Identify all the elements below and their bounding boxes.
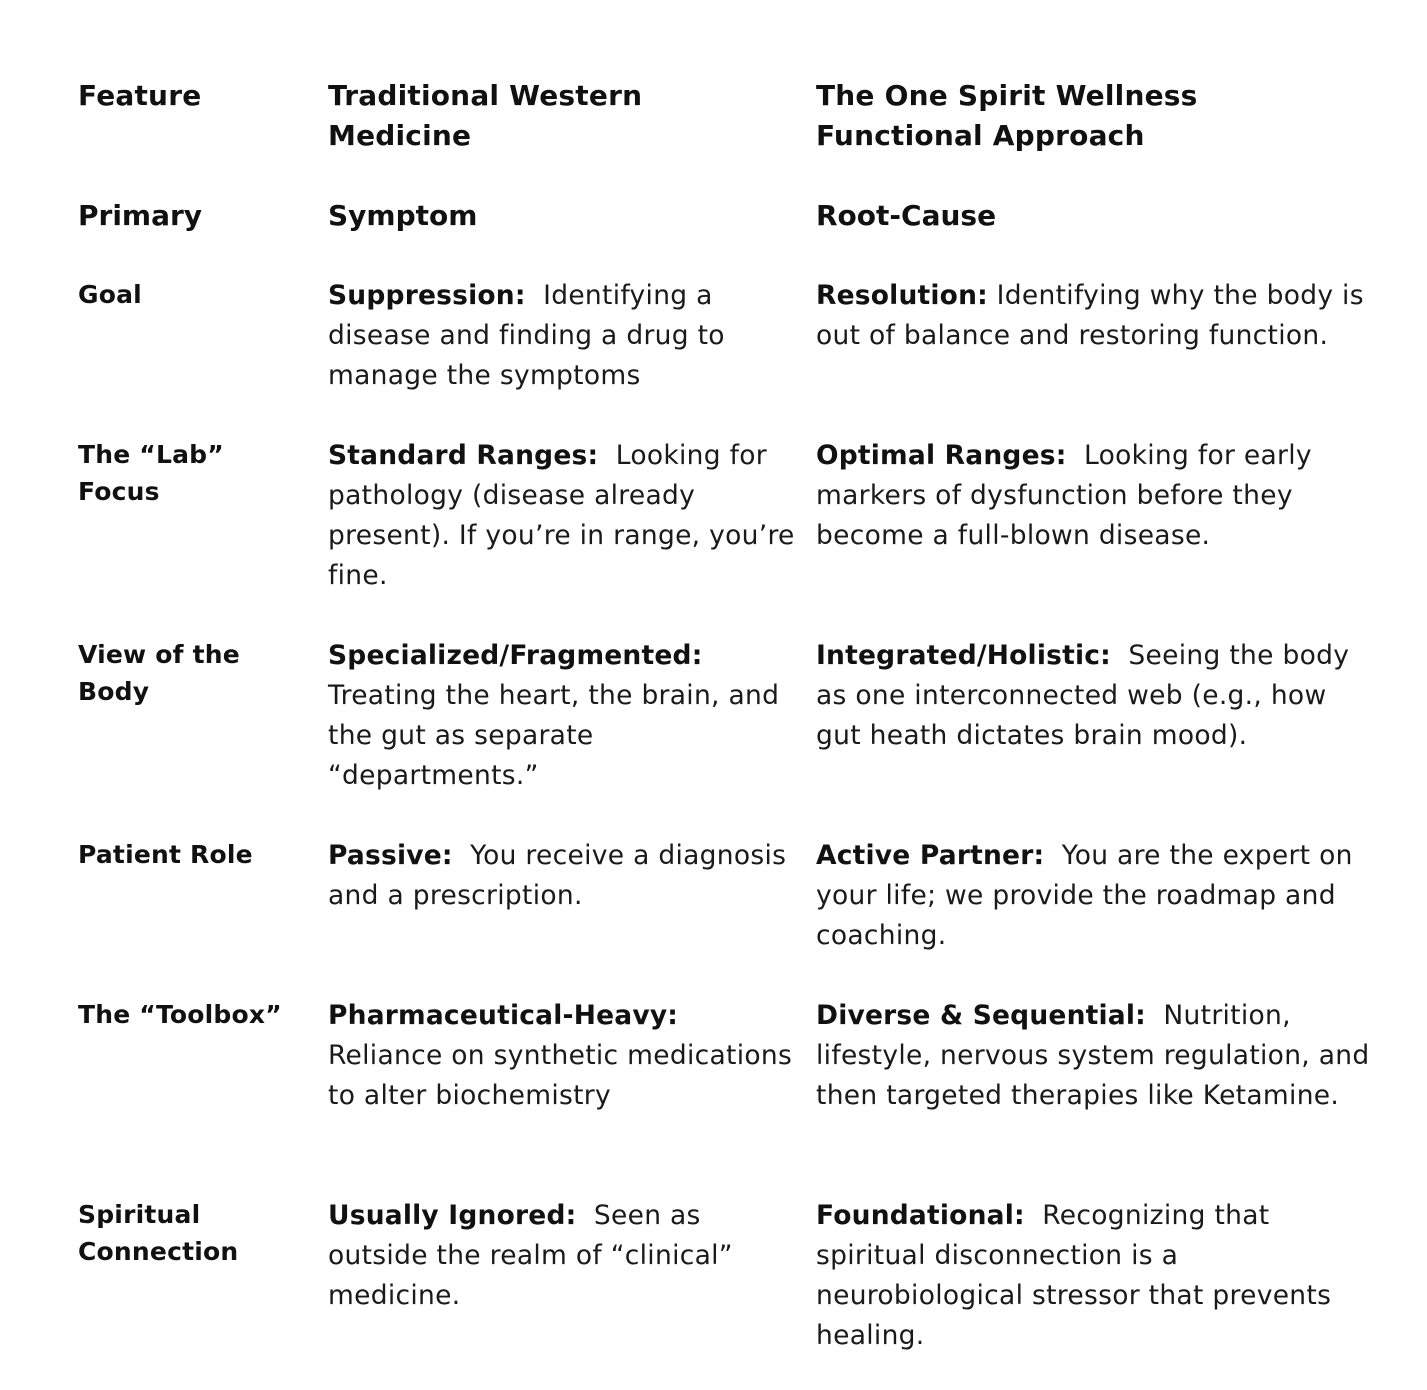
primary-traditional bbox=[328, 196, 798, 236]
row-functional-text: Seeing the body as one interconnected web (e.g., how gut heath dictates brain mood). bbox=[816, 640, 1350, 751]
row-traditional-cell bbox=[328, 996, 798, 1116]
primary-traditional-value: Symptom bbox=[328, 199, 478, 232]
row-traditional-cell bbox=[328, 636, 798, 796]
header-traditional bbox=[328, 76, 658, 156]
row-feature-label: The “Toolbox” bbox=[78, 1000, 282, 1029]
header-functional bbox=[816, 76, 1236, 156]
row-traditional-text: Looking for pathology (disease already present). If you’re in range, you’re fine. bbox=[328, 440, 795, 591]
row-traditional-cell bbox=[328, 836, 798, 916]
row-functional-text: Identifying why the body is out of balance and restoring function. bbox=[816, 280, 1364, 351]
row-functional-cell bbox=[816, 996, 1376, 1116]
row-traditional-cell bbox=[328, 276, 798, 396]
row-functional-text: Looking for early markers of dysfunction before they become a full-blown disease. bbox=[816, 440, 1312, 551]
row-traditional-text: Identifying a disease and finding a drug to manage the symptoms bbox=[328, 280, 725, 391]
row-feature bbox=[78, 836, 303, 873]
row-traditional-text: Reliance on synthetic medications to alter biochemistry bbox=[328, 1040, 793, 1111]
primary-feature-label: Primary bbox=[78, 199, 203, 232]
row-traditional-term: Standard Ranges: bbox=[328, 440, 599, 471]
row-functional-term: Active Partner: bbox=[816, 840, 1045, 871]
row-feature bbox=[78, 636, 258, 710]
row-traditional-text: You receive a diagnosis and a prescription. bbox=[328, 840, 787, 911]
row-functional-cell bbox=[816, 1196, 1376, 1356]
row-traditional-term: Specialized/Fragmented: bbox=[328, 640, 703, 671]
header-feature bbox=[78, 76, 278, 116]
row-traditional-term: Suppression: bbox=[328, 280, 526, 311]
primary-functional bbox=[816, 196, 1376, 236]
row-feature bbox=[78, 996, 303, 1033]
primary-functional-value: Root-Cause bbox=[816, 199, 997, 232]
row-traditional-cell bbox=[328, 436, 798, 596]
header-feature-label: Feature bbox=[78, 79, 202, 112]
row-functional-text: Nutrition, lifestyle, nervous system regulation, and then targeted therapies like Ketamine. bbox=[816, 1000, 1370, 1111]
row-traditional-cell bbox=[328, 1196, 798, 1316]
row-functional-cell bbox=[816, 636, 1376, 756]
row-feature bbox=[78, 276, 303, 313]
row-functional-term: Integrated/Holistic: bbox=[816, 640, 1111, 671]
row-traditional-term: Passive: bbox=[328, 840, 453, 871]
row-feature-label: Patient Role bbox=[78, 840, 253, 869]
row-functional-cell bbox=[816, 276, 1376, 356]
header-functional-label: The One Spirit Wellness Functional Approach bbox=[816, 79, 1198, 152]
row-feature-label: Spiritual Connection bbox=[78, 1200, 239, 1266]
header-traditional-label: Traditional Western Medicine bbox=[328, 79, 643, 152]
row-functional-text: You are the expert on your life; we provide the roadmap and coaching. bbox=[816, 840, 1353, 951]
row-traditional-term: Pharmaceutical-Heavy: bbox=[328, 1000, 679, 1031]
row-functional-term: Optimal Ranges: bbox=[816, 440, 1067, 471]
primary-feature bbox=[78, 196, 303, 236]
row-functional-cell bbox=[816, 436, 1376, 556]
row-traditional-text: Treating the heart, the brain, and the gut as separate “departments.” bbox=[328, 680, 780, 791]
row-functional-term: Foundational: bbox=[816, 1200, 1025, 1231]
row-functional-cell bbox=[816, 836, 1376, 956]
row-feature-label: View of the Body bbox=[78, 640, 240, 706]
row-feature-label: The “Lab” Focus bbox=[78, 440, 224, 506]
row-functional-text: Recognizing that spiritual disconnection is a neurobiological stressor that prevents healing. bbox=[816, 1200, 1332, 1351]
row-feature-label: Goal bbox=[78, 280, 142, 309]
row-feature bbox=[78, 436, 238, 510]
row-functional-term: Resolution: bbox=[816, 280, 988, 311]
row-functional-term: Diverse & Sequential: bbox=[816, 1000, 1146, 1031]
row-feature bbox=[78, 1196, 268, 1270]
row-traditional-term: Usually Ignored: bbox=[328, 1200, 577, 1231]
row-traditional-text: Seen as outside the realm of “clinical” medicine. bbox=[328, 1200, 733, 1311]
